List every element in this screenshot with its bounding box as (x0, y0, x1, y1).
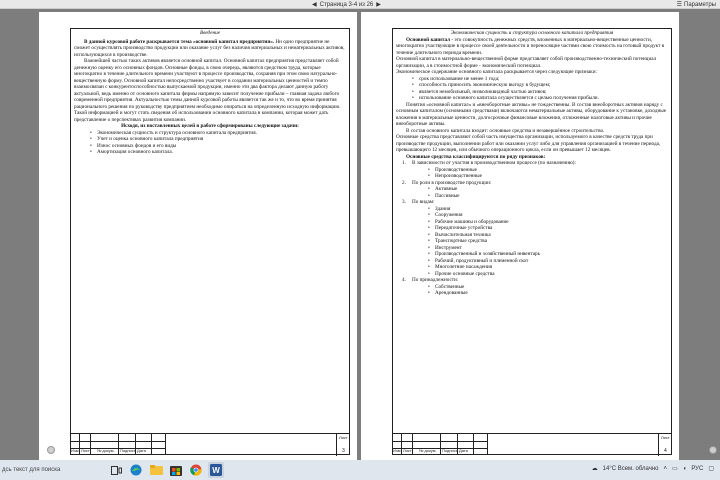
sheet-number-box (336, 434, 350, 456)
task-item: • Учет и оценка основного капитала предприятия (90, 136, 346, 143)
classification-item: • Производственный и хозяйственный инвентарь (428, 251, 668, 258)
definition-rest: - это совокупность денежных средств, вложенных в материально-вещественные ценности, многократно участвующие в процессе своей деятельности и переносящие частями свою стоимость на готовый продукт в течение длительного периода времени. (396, 36, 665, 56)
store-icon[interactable] (168, 462, 184, 478)
word-icon[interactable] (208, 462, 224, 478)
weather-icon[interactable]: ☁ (591, 466, 598, 472)
sign-item: • является немобильный, низколиквидный частью активов; (412, 89, 668, 96)
paragraph: Экономическое содержание основного капитала раскрывается через следующие признаки: (396, 69, 597, 75)
classification-item: • Транспортные средства (428, 238, 668, 245)
classification-items (428, 206, 668, 278)
title-block-cell (79, 434, 80, 455)
stamp-col-label: Изм (71, 447, 79, 453)
volume-icon[interactable]: ◖ (682, 465, 687, 472)
paragraph: Понятия «основной капитал» и «внеоборотные активы» не тождественны. В состав внеоборотных активов наряду с основным капиталом (основными средствами) включаются нематериальные активы, оборудование к установке, доходные вложения в материальные ценности, долгосрочные финансовые вложения, отложенные налоговые активы и прочие внеоборотные активы. (396, 101, 667, 127)
tasks-list (90, 130, 346, 156)
group-number: 3. (402, 199, 406, 205)
scroll-corner-icon[interactable] (47, 446, 55, 454)
prev-page-icon[interactable]: ◀ (312, 2, 317, 8)
scroll-corner-icon[interactable] (709, 446, 717, 454)
sheet-number: 4 (664, 447, 667, 454)
next-page-icon[interactable]: ▶ (376, 2, 381, 8)
params-label: Параметры (684, 1, 716, 8)
group-number: 4. (402, 277, 406, 283)
page-right-content (396, 30, 668, 420)
document-toolbar (0, 0, 720, 9)
intro-rest: Ни одно предприятие не сможет осуществлять производство продукции или оказание услуг без наличия материальных и нематериальных активов, использующихся в производстве. (74, 38, 345, 58)
group-number: 1. (402, 160, 406, 166)
title-block-cell (118, 434, 119, 455)
svg-text:W: W (212, 466, 220, 475)
classification-item: • Рабочие машины и оборудование (428, 219, 668, 226)
params-button[interactable] (677, 1, 716, 8)
stamp-col-label: Лист (403, 447, 412, 453)
group-label: По видам: (412, 199, 435, 205)
title-block-cell (440, 434, 441, 455)
title-block-cell (412, 434, 413, 455)
sheet-number-box (658, 434, 672, 456)
group-label: По принадлежности: (412, 277, 459, 283)
file-explorer-icon[interactable] (148, 462, 164, 478)
title-block (392, 433, 672, 455)
sheet-label: Лист (661, 435, 670, 440)
classify-heading: Основные средства классифицируются по ряду признаков: (406, 153, 546, 160)
network-icon[interactable]: ▭ (672, 466, 678, 472)
title-block (70, 433, 350, 455)
page-title: Введение (199, 30, 221, 36)
title-block-cell (473, 434, 474, 455)
classification-item: • Сооружения (428, 212, 668, 219)
page-right (361, 12, 679, 460)
group-label: По роли в производстве продукции: (412, 179, 492, 186)
sheet-label: Лист (339, 435, 348, 440)
classification-item: • Многолетние насаждения (428, 264, 668, 271)
stamp-col-label: № докум. (419, 447, 437, 453)
signs-list (412, 76, 668, 102)
weather-status[interactable]: 14°C Всем. облачно (602, 465, 659, 472)
classification-item: • Передаточные устройства (428, 225, 668, 232)
task-item: • Износ основных фондов и его виды (90, 143, 346, 150)
stamp-col-label: Дата (459, 447, 468, 453)
taskbar-apps (108, 462, 224, 478)
classification-items (428, 284, 668, 297)
tasks-heading: Исходя, из поставленных целей в работе сформированы следующие задачи: (121, 123, 299, 129)
classification-items (428, 186, 668, 199)
title-block-cell (151, 434, 152, 455)
classification-item: • Вычислительная техника (428, 232, 668, 239)
sign-item: • срок использование не менее 1 года; (412, 76, 668, 83)
classification-item: • Собственные (428, 284, 668, 291)
paragraph: В состав основного капитала входит: основные средства и незавершённое строительство. (406, 127, 605, 134)
chevron-up-icon[interactable]: ˄ (663, 465, 668, 472)
task-view-icon[interactable] (108, 462, 124, 478)
classification-item: • Арендованные (428, 290, 668, 297)
classification-item: • Непроизводственные (428, 173, 668, 180)
notification-icon[interactable]: ▢ (708, 466, 714, 472)
edge-icon[interactable] (128, 462, 144, 478)
taskbar (0, 460, 720, 480)
stamp-col-label: Изм (393, 447, 401, 453)
title-block-cell (165, 434, 166, 455)
classification-item: • Здания (428, 206, 668, 213)
classification-list (402, 160, 668, 297)
intro-bold: В данной курсовой работе раскрывается тема «основной капитал предприятия». (84, 38, 275, 45)
taskbar-search-input[interactable]: дсь текст для поиска (2, 467, 61, 473)
stamp-col-label: Подпись (442, 447, 458, 453)
paragraph: Основной капитал в материально-вещественной форме представляет собой производственно-технический потенциал организации, а в стоимостной форме - экономический потенциал. (396, 56, 657, 69)
intro-paragraph (74, 39, 346, 59)
classification-item: • Рабочий, продуктивный и племенной скот (428, 258, 668, 265)
classification-item: • Активные (428, 186, 668, 193)
definition-paragraph (396, 37, 668, 57)
page-title: Экономическая сущность и структура основного капитала предприятия (450, 30, 614, 36)
stamp-col-label: Лист (81, 447, 90, 453)
classification-item: • Прочие основные средства (428, 271, 668, 278)
classification-item: • Производственные (428, 167, 668, 174)
sign-item: • использование основного капитала осуществляется с целью получения прибыли. (412, 95, 668, 102)
stamp-col-label: № докум. (97, 447, 115, 453)
page-indicator: Страница 3-4 из 26 (319, 1, 374, 8)
paragraph: Основные средства представляют собой часть имущества организации, используемого в качестве средств труда при производстве продукции, выполнении работ или оказании услуг либо для управления организацией в течение периода, превышающего 12 месяцев, или обычного операционного цикла, если он превышает 12 месяцев. (396, 134, 661, 153)
stamp-col-label: Дата (137, 447, 146, 453)
title-block-cell (401, 434, 402, 455)
params-icon: ☰ (676, 2, 683, 8)
sign-item: • способность приносить экономическую выгоду в будущем; (412, 82, 668, 89)
task-item: • Амортизация основного капитала. (90, 149, 346, 156)
task-item: • Экономическая сущность и структура основного капитала предприятия. (90, 130, 346, 137)
language-indicator[interactable]: РУС (691, 465, 704, 472)
definition-bold: Основной капитал (406, 36, 451, 43)
stamp-col-label: Подпись (120, 447, 136, 453)
page-navigation (312, 1, 381, 8)
classification-items (428, 167, 668, 180)
chrome-icon[interactable] (188, 462, 204, 478)
group-label: В зависимости от участия в производственном процессе (по назначению): (412, 160, 576, 166)
document-canvas[interactable] (0, 9, 720, 460)
sheet-number: 3 (342, 447, 345, 454)
paragraph: Важнейшей частью таких активов является основной капитал. Основной капитал предприятия представляет собой денежную оценку его основных фондов. Основные фонды, в свою очередь, являются средством труда, которые многократно в течение длительного времени участвуют в процессе производства, сохраняя при этом свою натурально-вещественную форму. Основной капитал непосредственно участвует в создании материальных ценностей и темпо взаимосвязан с конкурентоспособностью выпускаемой продукции, именно эти два фактора делают данную работу актуальной, ведь именно от основного капитала фирмы напрямую зависит получение прибыли – главная задача любого современной предприятия. Актуальностью темы данной курсовой работы является так же и то, что во время принятия рационального решения по руководству предприятием необходимо опираться на определенную исходную информацию. Такой информацией и могут стать сведения об использовании основного капитала в компании, которая может дать представление о перспективах развития компании. (74, 58, 341, 123)
page-left-content (74, 30, 346, 420)
page-left (39, 12, 357, 460)
title-block-cell (90, 434, 91, 455)
title-block-cell (487, 434, 488, 455)
group-number: 2. (402, 179, 406, 186)
system-tray (592, 465, 714, 472)
classification-item: • Пассивные (428, 193, 668, 200)
classification-item: • Инструмент (428, 245, 668, 252)
